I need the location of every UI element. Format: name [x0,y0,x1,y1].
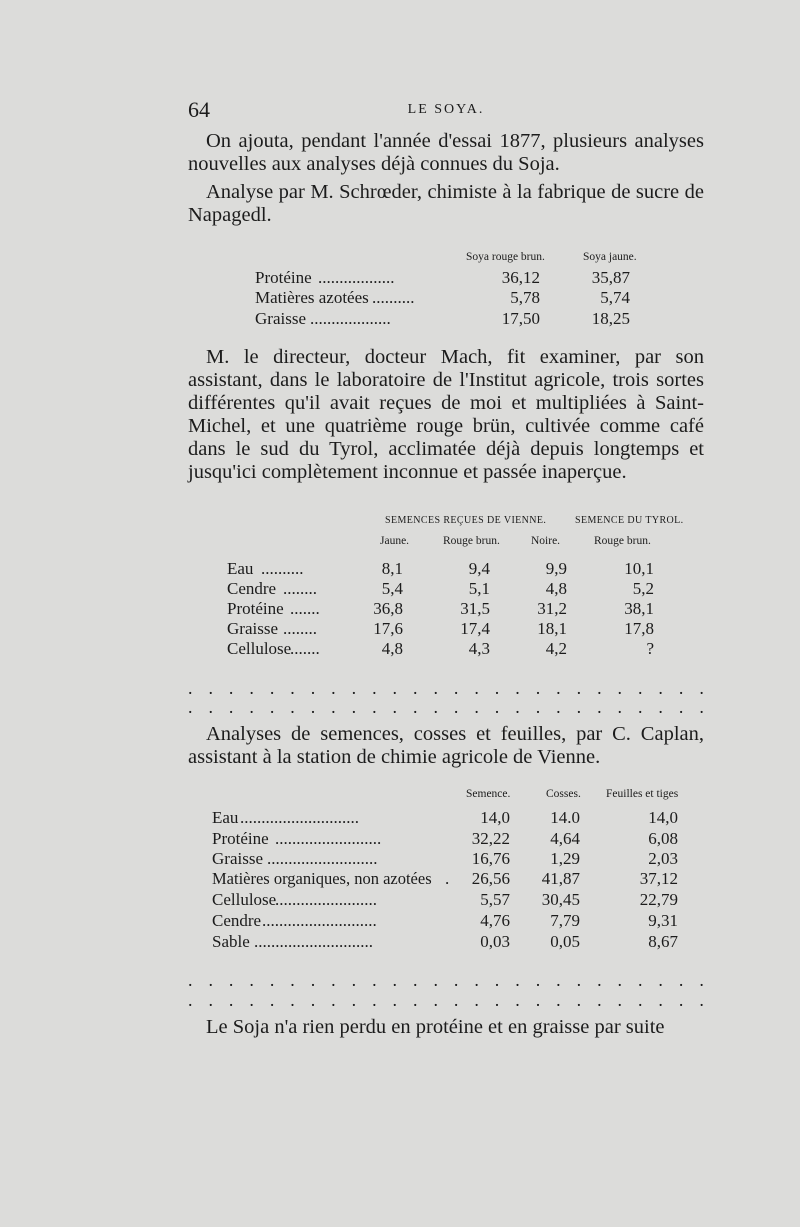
row-label: Protéine [227,599,284,618]
cell-value: 8,1 [381,559,403,578]
cell-value: 31,2 [537,599,567,618]
cell-value: 31,5 [460,599,490,618]
cell-value: ? [646,639,654,658]
cell-value: 14.0 [550,808,580,827]
row-leader: .......................... [267,849,378,868]
cell-value: 6,08 [648,829,678,848]
row-label: Eau [212,808,239,827]
row-leader: .......... [372,288,415,307]
row-label: Cellulose [212,890,277,909]
row-leader: ........................ [275,890,377,909]
row-label: Matières organiques, non azotées [212,869,432,888]
cell-value: 41,87 [541,869,580,888]
cell-value: 5,78 [510,288,540,307]
table2-col-header: Rouge brun. [443,535,500,547]
cell-value: 0,03 [480,932,510,951]
running-title: LE SOYA. [407,102,485,117]
row-label: Matières azotées [255,288,369,307]
paragraph-4: Analyses de semences, cosses et feuilles, par C. Caplan, assistant à la station de chimie agricole de Vienne. [188,723,704,768]
paragraph-2: Analyse par M. Schrœder, chimiste à la fabrique de sucre de Napagedl. [188,181,704,226]
table3-col-header: Cosses. [546,788,581,800]
paragraph-5: Le Soja n'a rien perdu en protéine et en graisse par suite [206,1016,665,1038]
row-leader: ......................... [275,829,382,848]
row-leader: ....... [290,599,320,618]
cell-value: 16,76 [471,849,510,868]
cell-value: 0,05 [550,932,580,951]
cell-value: 5,4 [381,579,403,598]
row-leader: . [445,869,450,888]
cell-value: 5,57 [480,890,510,909]
ellipsis-divider: . . . . . . . . . . . . . . . . . . . . . . . . . . [188,697,704,717]
cell-value: 2,03 [648,849,678,868]
row-label: Graisse [212,849,263,868]
row-leader: ....... [290,639,320,658]
cell-value: 30,45 [541,890,580,909]
row-label: Graisse [227,619,278,638]
cell-value: 4,8 [381,639,403,658]
row-label: Eau [227,559,254,578]
paragraph-3: M. le directeur, docteur Mach, fit examiner, par son assistant, dans le laboratoire de l'Institut agricole, trois sortes différentes qu'il avait reçues de moi et multipliées à Saint-Michel, et une quatrième rouge brün, cultivée comme café dans le sud du Tyrol, acclimatée déjà depuis longtemps et jusqu'ici complètement inconnue et passée inaperçue. [188,346,704,483]
row-label: Cendre [227,579,277,598]
cell-value: 5,2 [632,579,654,598]
cell-value: 36,8 [373,599,403,618]
table2-col-header: Noire. [531,535,561,547]
table2-group-header: SEMENCES REÇUES DE VIENNE. [385,515,547,526]
cell-value: 5,1 [468,579,490,598]
cell-value: 35,87 [591,268,630,287]
cell-value: 4,76 [480,911,510,930]
row-label: Protéine [255,268,312,287]
cell-value: 38,1 [624,599,654,618]
paragraph-1: On ajouta, pendant l'année d'essai 1877, plusieurs analyses nouvelles aux analyses déjà connues du Soja. [188,130,704,175]
row-leader: .................. [318,268,395,287]
row-label: Cellulose [227,639,292,658]
table2-col-header: Rouge brun. [594,535,651,547]
cell-value: 9,31 [648,911,678,930]
table2-col-header: Jaune. [380,535,410,547]
ellipsis-divider: . . . . . . . . . . . . . . . . . . . . . . . . . . [188,970,704,990]
cell-value: 14,0 [648,808,678,827]
ellipsis-divider: . . . . . . . . . . . . . . . . . . . . . . . . . . [188,990,704,1010]
cell-value: 32,22 [471,829,510,848]
cell-value: 18,25 [591,309,630,328]
cell-value: 17,6 [373,619,403,638]
cell-value: 14,0 [480,808,510,827]
row-label: Sable [212,932,250,951]
row-leader: .......... [261,559,304,578]
row-leader: ........................... [262,911,377,930]
row-leader: ........ [283,619,317,638]
row-leader: ............................ [240,808,359,827]
cell-value: 9,9 [545,559,567,578]
cell-value: 17,4 [460,619,490,638]
cell-value: 4,64 [550,829,580,848]
cell-value: 17,50 [501,309,540,328]
row-leader: ........ [283,579,317,598]
table3-col-header: Semence. [466,788,511,800]
page-number: 64 [188,97,210,122]
row-leader: ............................ [254,932,373,951]
cell-value: 4,2 [545,639,567,658]
cell-value: 17,8 [624,619,654,638]
cell-value: 9,4 [468,559,490,578]
row-label: Protéine [212,829,269,848]
cell-value: 4,8 [545,579,567,598]
cell-value: 8,67 [648,932,678,951]
row-label: Graisse [255,309,306,328]
table1-col-header: Soya rouge brun. [466,251,545,263]
ellipsis-divider: . . . . . . . . . . . . . . . . . . . . . . . . . . [188,678,704,698]
cell-value: 18,1 [537,619,567,638]
cell-value: 10,1 [624,559,654,578]
row-leader: ................... [310,309,391,328]
cell-value: 37,12 [639,869,678,888]
table3-col-header: Feuilles et tiges [606,788,679,800]
page-header [188,97,704,127]
cell-value: 5,74 [600,288,630,307]
table1-col-header: Soya jaune. [583,251,637,263]
cell-value: 1,29 [550,849,580,868]
cell-value: 22,79 [639,890,678,909]
cell-value: 4,3 [468,639,490,658]
cell-value: 26,56 [471,869,510,888]
cell-value: 36,12 [501,268,540,287]
cell-value: 7,79 [550,911,580,930]
table2-group-header: SEMENCE DU TYROL. [575,515,684,526]
row-label: Cendre [212,911,262,930]
